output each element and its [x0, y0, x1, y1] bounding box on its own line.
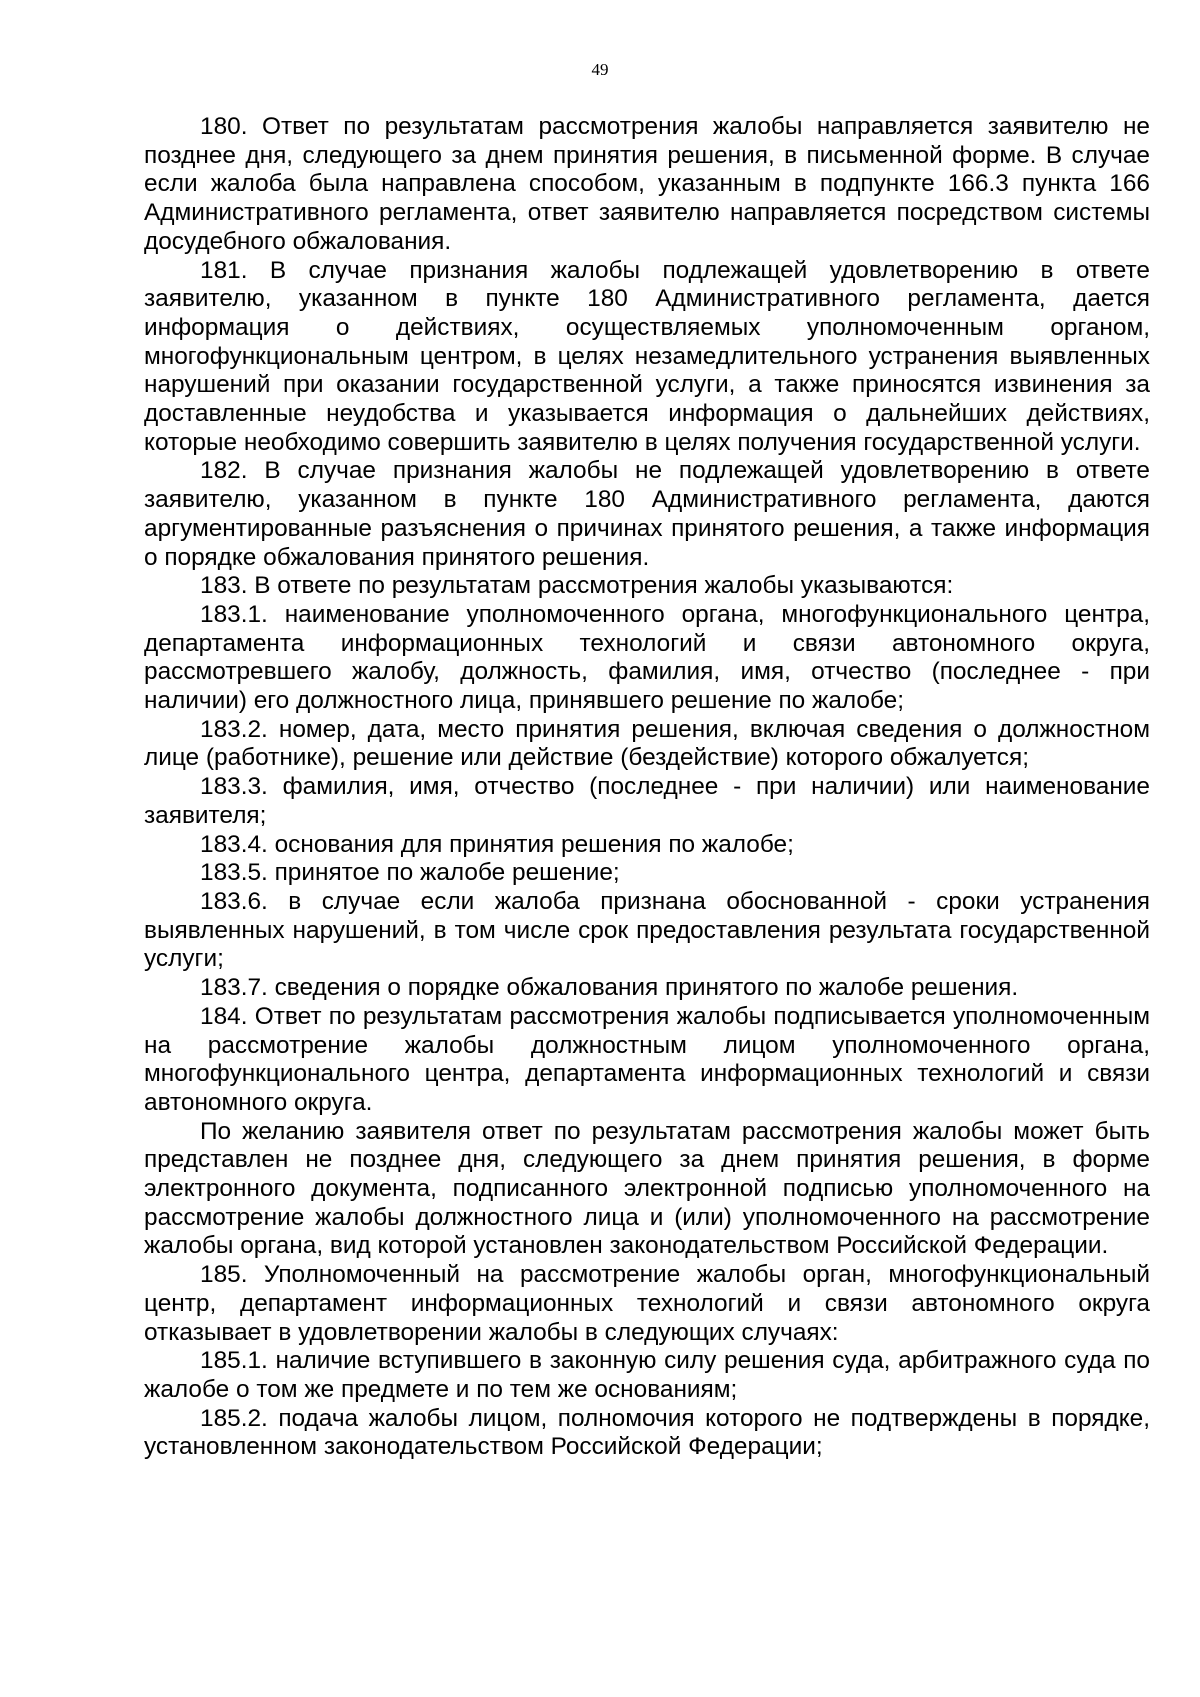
paragraph-183-3: 183.3. фамилия, имя, отчество (последнее - при наличии) или наименование заявителя;	[144, 773, 1150, 829]
paragraph-180: 180. Ответ по результатам рассмотрения жалобы направляется заявителю не позднее дня, следующего за днем принятия решения, в письменной форме. В случае если жалоба была направлена способом, указанным в подпункте 166.3 пункта 166 Административного регламента, ответ заявителю направляется посредством системы досудебного обжалования.	[144, 113, 1150, 255]
paragraph-185-2: 185.2. подача жалобы лицом, полномочия которого не подтверждены в порядке, установленном законодательством Российской Федерации;	[144, 1404, 1150, 1461]
paragraph-183: 183. В ответе по результатам рассмотрения жалобы указываются:	[200, 572, 954, 600]
paragraph-184-electronic-answer: По желанию заявителя ответ по результатам рассмотрения жалобы может быть представлен не позднее дня, следующего за днем принятия решения, в форме электронного документа, подписанного электронной подписью уполномоченного на рассмотрение жалобы должностного лица и (или) уполномоченного на рассмотрение жалобы органа, вид которой установлен законодательством Российской Федерации.	[144, 1117, 1150, 1260]
paragraph-181: 181. В случае признания жалобы подлежащей удовлетворению в ответе заявителю, указанном в пункте 180 Административного регламента, дается информация о действиях, осуществляемых уполномоченным органом, многофункциональным центром, в целях незамедлительного устранения выявленных нарушений при оказании государственной услуги, а также приносятся извинения за доставленные неудобства и указывается информация о дальнейших действиях, которые необходимо совершить заявителю в целях получения государственной услуги.	[144, 256, 1150, 456]
paragraph-183-2: 183.2. номер, дата, место принятия решения, включая сведения о должностном лице (работнике), решение или действие (бездействие) которого обжалуется;	[144, 715, 1150, 772]
paragraph-182: 182. В случае признания жалобы не подлежащей удовлетворению в ответе заявителю, указанном в пункте 180 Административного регламента, даются аргументированные разъяснения о причинах принятого решения, а также информация о порядке обжалования принятого решения.	[144, 457, 1150, 571]
paragraph-185-1: 185.1. наличие вступившего в законную силу решения суда, арбитражного суда по жалобе о том же предмете и по тем же основаниям;	[144, 1347, 1150, 1403]
paragraph-183-6: 183.6. в случае если жалоба признана обоснованной - сроки устранения выявленных нарушений, в том числе срок предоставления результата государственной услуги;	[144, 887, 1150, 973]
paragraph-184: 184. Ответ по результатам рассмотрения жалобы подписывается уполномоченным на рассмотрение жалобы должностным лицом уполномоченного органа, многофункционального центра, департамента информационных технологий и связи автономного округа.	[144, 1002, 1150, 1116]
paragraph-183-7: 183.7. сведения о порядке обжалования принятого по жалобе решения.	[200, 974, 1019, 1002]
paragraph-183-4: 183.4. основания для принятия решения по жалобе;	[200, 830, 794, 858]
document-body	[144, 113, 1150, 1462]
paragraph-183-5: 183.5. принятое по жалобе решение;	[200, 859, 620, 887]
page-number: 49	[591, 60, 609, 79]
paragraph-185: 185. Уполномоченный на рассмотрение жалобы орган, многофункциональный центр, департамент информационных технологий и связи автономного округа отказывает в удовлетворении жалобы в следующих случаях:	[144, 1261, 1150, 1346]
paragraph-183-1: 183.1. наименование уполномоченного органа, многофункционального центра, департамента информационных технологий и связи автономного округа, рассмотревшего жалобу, должность, фамилия, имя, отчество (последнее - при наличии) его должностного лица, принявшего решение по жалобе;	[144, 600, 1150, 715]
